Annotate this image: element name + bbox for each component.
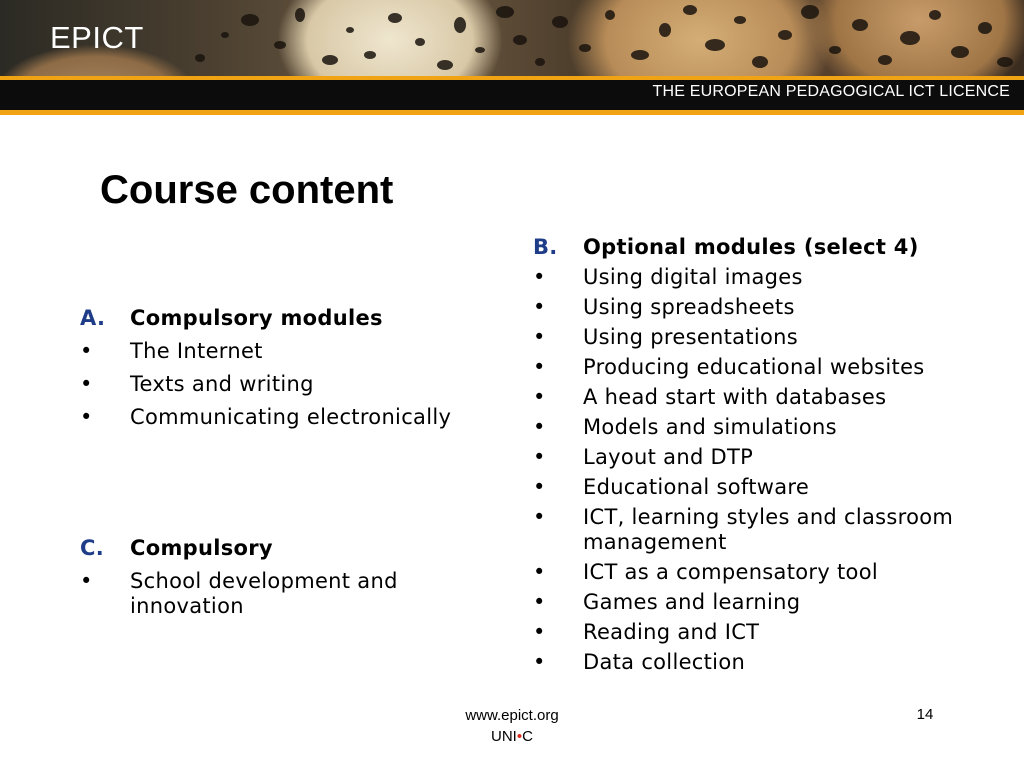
list-item-label: Data collection	[583, 650, 746, 674]
bullet-icon: •	[533, 385, 546, 409]
list-item-label: Producing educational websites	[583, 355, 925, 379]
list-item-label: Texts and writing	[130, 372, 314, 396]
footer-organisation-logo	[442, 727, 582, 747]
list-item	[533, 385, 983, 410]
list-item	[533, 620, 983, 645]
list-item	[533, 650, 983, 675]
list-item-label: ICT as a compensatory tool	[583, 560, 878, 584]
licence-title: THE EUROPEAN PEDAGOGICAL ICT LICENCE	[652, 83, 1010, 100]
list-item	[533, 415, 983, 440]
list-item	[80, 372, 480, 397]
bullet-icon: •	[80, 405, 93, 429]
list-item	[533, 355, 983, 380]
bullet-icon: •	[533, 355, 546, 379]
section-heading: Compulsory	[130, 536, 273, 560]
list-heading	[80, 306, 480, 331]
list-item	[533, 265, 983, 290]
bullet-icon: •	[533, 265, 546, 289]
list-item	[533, 590, 983, 615]
list-heading	[533, 235, 983, 260]
brand-logo-text: EPICT	[50, 20, 144, 55]
section-heading: Compulsory modules	[130, 306, 383, 330]
header-banner-image	[0, 0, 1024, 78]
bullet-icon: •	[533, 415, 546, 439]
list-item	[533, 445, 983, 470]
bullet-icon: •	[533, 325, 546, 349]
section-heading: Optional modules (select 4)	[583, 235, 919, 259]
section-a-list	[80, 306, 480, 438]
page-title: Course content	[100, 168, 394, 212]
footer-website-link[interactable]: www.epict.org	[465, 707, 559, 724]
bullet-icon: •	[533, 475, 546, 499]
list-item-label: The Internet	[130, 339, 263, 363]
bullet-icon: •	[533, 590, 546, 614]
list-item	[533, 475, 983, 500]
list-item	[533, 560, 983, 585]
section-letter: B.	[533, 235, 558, 259]
list-item	[533, 325, 983, 350]
list-item-label: Models and simulations	[583, 415, 837, 439]
section-letter: C.	[80, 536, 104, 560]
list-item-label: Games and learning	[583, 590, 801, 614]
list-item-label: Layout and DTP	[583, 445, 754, 469]
section-letter: A.	[80, 306, 106, 330]
list-item-label: Using digital images	[583, 265, 803, 289]
bullet-icon: •	[533, 445, 546, 469]
list-heading	[80, 536, 480, 561]
section-c-list	[80, 536, 480, 627]
red-dot-icon: •	[516, 728, 523, 745]
org-name-left: UNI	[491, 728, 517, 745]
org-name-right: C	[522, 728, 533, 745]
list-item	[80, 405, 480, 430]
bullet-icon: •	[533, 560, 546, 584]
header-bottom-stripe	[0, 110, 1024, 115]
list-item-label: Educational software	[583, 475, 810, 499]
list-item	[533, 505, 983, 555]
list-item	[533, 295, 983, 320]
speckled-eggs-photo	[0, 0, 1024, 78]
list-item-label: Reading and ICT	[583, 620, 760, 644]
list-item-label: Using spreadsheets	[583, 295, 795, 319]
list-item-label: ICT, learning styles and classroom management	[583, 505, 954, 554]
list-item-label: School development and innovation	[130, 569, 398, 618]
list-item-label: Communicating electronically	[130, 405, 452, 429]
bullet-icon: •	[533, 295, 546, 319]
bullet-icon: •	[533, 620, 546, 644]
page-number: 14	[916, 706, 934, 723]
list-item	[80, 339, 480, 364]
bullet-icon: •	[80, 372, 93, 396]
bullet-icon: •	[533, 505, 546, 529]
bullet-icon: •	[80, 569, 93, 593]
bullet-icon: •	[80, 339, 93, 363]
list-item-label: Using presentations	[583, 325, 799, 349]
bullet-icon: •	[533, 650, 546, 674]
section-b-list	[533, 235, 983, 680]
list-item	[80, 569, 480, 619]
list-item-label: A head start with databases	[583, 385, 887, 409]
